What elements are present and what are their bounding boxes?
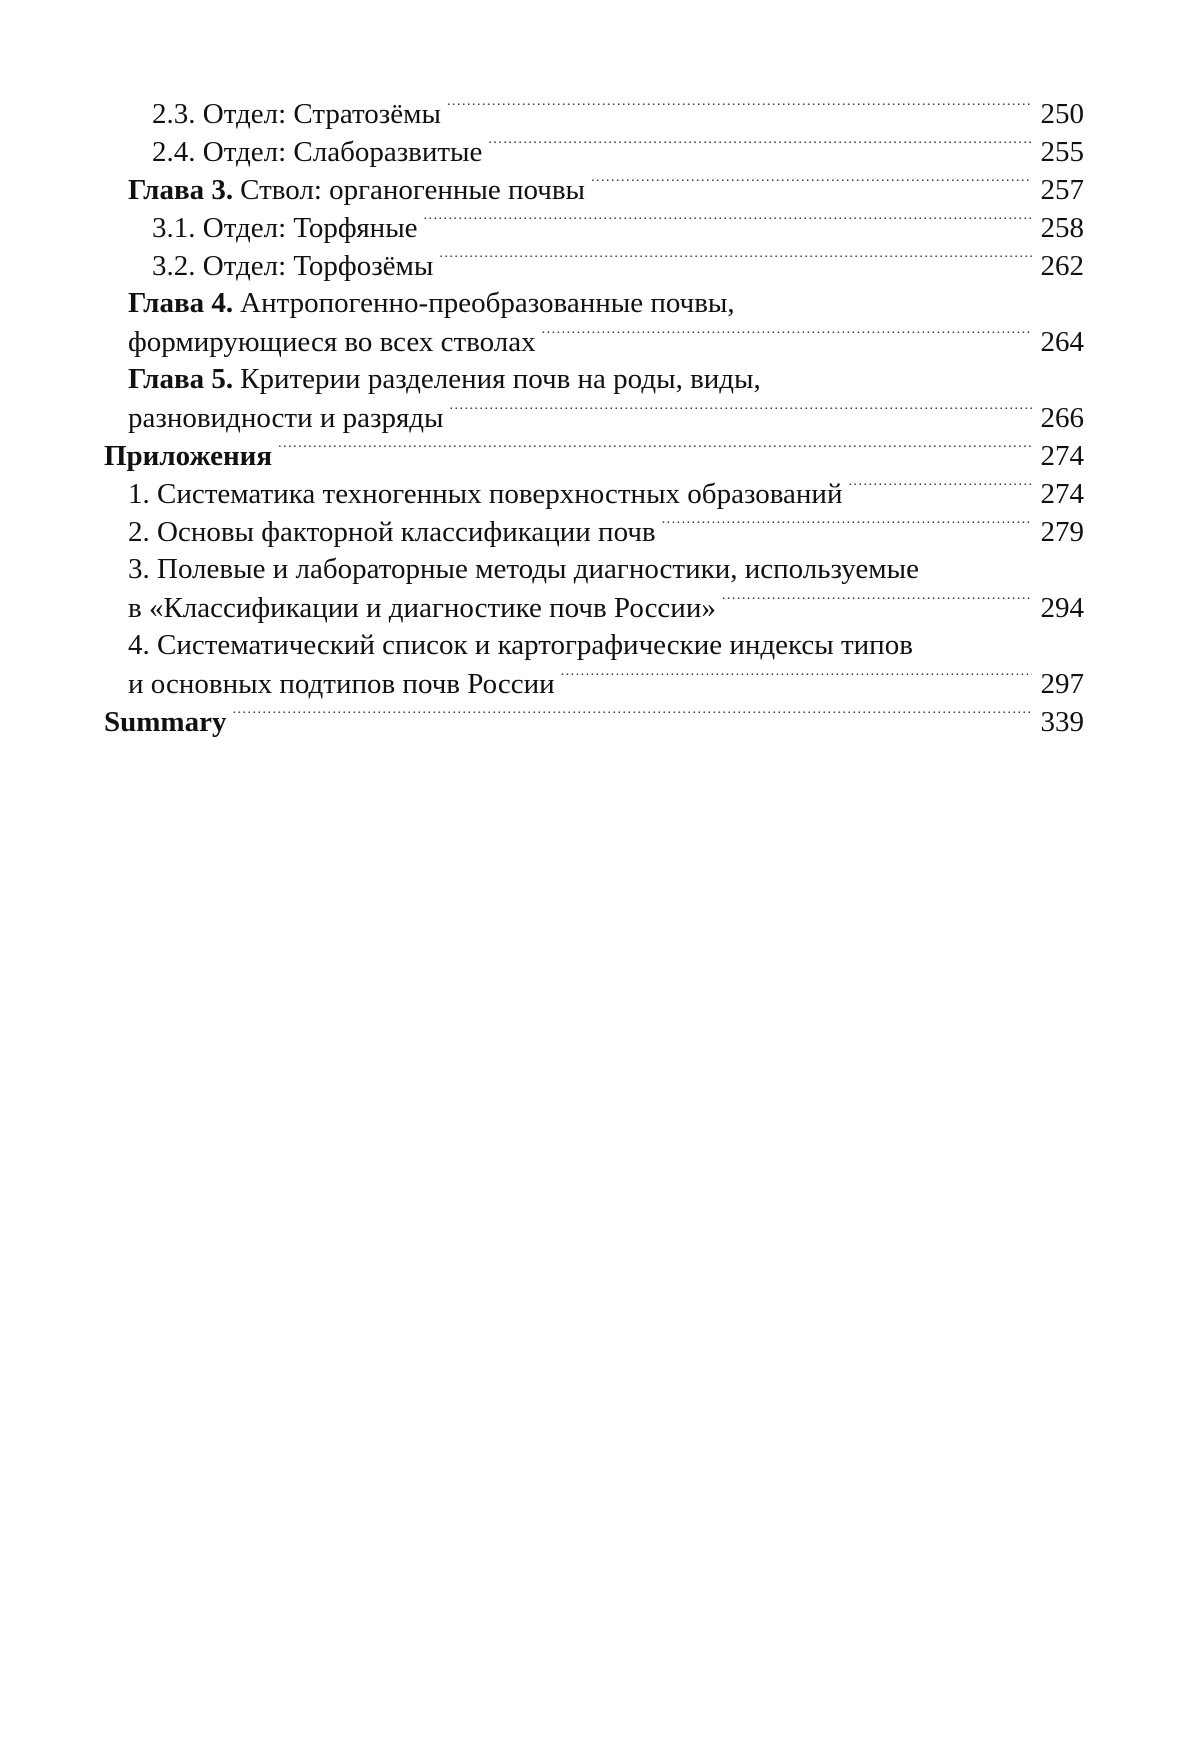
- toc-entry-title: Антропогенно-преобразованные почвы,: [240, 287, 735, 319]
- toc-line: [104, 132, 1084, 170]
- dot-leader: [848, 474, 1032, 503]
- dot-leader: [561, 664, 1032, 693]
- toc-entry-title: 2.3. Отдел: Стратозёмы: [152, 98, 441, 130]
- toc-entry-title: Ствол: органогенные почвы: [240, 174, 585, 206]
- toc-line-continued: [104, 588, 1084, 626]
- toc-entry-title-continued: в «Классификации и диагностике почв России»: [128, 592, 716, 624]
- toc-page-number: 264: [1040, 326, 1084, 358]
- toc-line: [104, 170, 1084, 208]
- toc-page-number: 339: [1040, 706, 1084, 738]
- toc-line: [104, 284, 1084, 322]
- toc-line: [104, 208, 1084, 246]
- toc-entry-title: Приложения: [104, 440, 273, 472]
- toc-page-number: 274: [1040, 478, 1084, 510]
- dot-leader: [424, 208, 1032, 237]
- toc-entry-summary[interactable]: [104, 702, 1084, 740]
- dot-leader: [450, 398, 1032, 427]
- toc-entry-3-2[interactable]: [104, 246, 1084, 284]
- dot-leader: [232, 702, 1032, 731]
- toc-entry-title: 3.1. Отдел: Торфяные: [152, 212, 418, 244]
- toc-entry-appendix-2[interactable]: [104, 512, 1084, 550]
- toc-page-number: 250: [1040, 98, 1084, 130]
- toc-entry-2-3[interactable]: [104, 94, 1084, 132]
- toc-entry-title-continued: формирующиеся во всех стволах: [128, 326, 536, 358]
- toc-entry-title: 4. Систематический список и картографические индексы типов: [128, 629, 913, 661]
- toc-line: [104, 436, 1084, 474]
- toc-line: [104, 626, 1084, 664]
- dot-leader: [722, 588, 1032, 617]
- toc-page-number: 258: [1040, 212, 1084, 244]
- toc-page-number: 297: [1040, 668, 1084, 700]
- toc-line: [104, 474, 1084, 512]
- toc-line: [104, 550, 1084, 588]
- toc-entry-appendix-4[interactable]: [104, 626, 1084, 702]
- toc-page-number: 255: [1040, 136, 1084, 168]
- dot-leader: [591, 170, 1032, 199]
- dot-leader: [439, 246, 1032, 275]
- toc-page-number: 274: [1040, 440, 1084, 472]
- dot-leader: [447, 94, 1032, 123]
- chapter-label: Глава 3.: [128, 174, 234, 206]
- table-of-contents: [104, 94, 1084, 740]
- toc-entry-appendix-3[interactable]: [104, 550, 1084, 626]
- toc-entry-title: Summary: [104, 706, 227, 738]
- toc-entry-title: 3.2. Отдел: Торфозёмы: [152, 250, 434, 282]
- toc-entry-title-continued: и основных подтипов почв России: [128, 668, 555, 700]
- toc-line: [104, 512, 1084, 550]
- toc-line: [104, 94, 1084, 132]
- toc-entry-title: 2. Основы факторной классификации почв: [128, 516, 656, 548]
- toc-line-continued: [104, 322, 1084, 360]
- toc-line-continued: [104, 398, 1084, 436]
- toc-entry-3-1[interactable]: [104, 208, 1084, 246]
- toc-page-number: 266: [1040, 402, 1084, 434]
- toc-page-number: 279: [1040, 516, 1084, 548]
- toc-page-number: 262: [1040, 250, 1084, 282]
- toc-entry-2-4[interactable]: [104, 132, 1084, 170]
- toc-entry-title: 1. Систематика техногенных поверхностных образований: [128, 478, 843, 510]
- dot-leader: [662, 512, 1032, 541]
- dot-leader: [542, 322, 1032, 351]
- toc-line: [104, 702, 1084, 740]
- dot-leader: [278, 436, 1032, 465]
- toc-line-continued: [104, 664, 1084, 702]
- toc-entry-chapter-3[interactable]: [104, 170, 1084, 208]
- toc-entry-chapter-5[interactable]: [104, 360, 1084, 436]
- toc-entry-chapter-4[interactable]: [104, 284, 1084, 360]
- dot-leader: [488, 132, 1032, 161]
- chapter-label: Глава 5.: [128, 363, 234, 395]
- toc-entry-title-continued: разновидности и разряды: [128, 402, 444, 434]
- toc-entry-appendices[interactable]: [104, 436, 1084, 474]
- toc-page-number: 257: [1040, 174, 1084, 206]
- toc-page-number: 294: [1040, 592, 1084, 624]
- toc-entry-title: 2.4. Отдел: Слаборазвитые: [152, 136, 483, 168]
- toc-entry-title: Критерии разделения почв на роды, виды,: [240, 363, 761, 395]
- chapter-label: Глава 4.: [128, 287, 234, 319]
- toc-line: [104, 360, 1084, 398]
- toc-line: [104, 246, 1084, 284]
- toc-entry-title: 3. Полевые и лабораторные методы диагностики, используемые: [128, 553, 920, 585]
- toc-entry-appendix-1[interactable]: [104, 474, 1084, 512]
